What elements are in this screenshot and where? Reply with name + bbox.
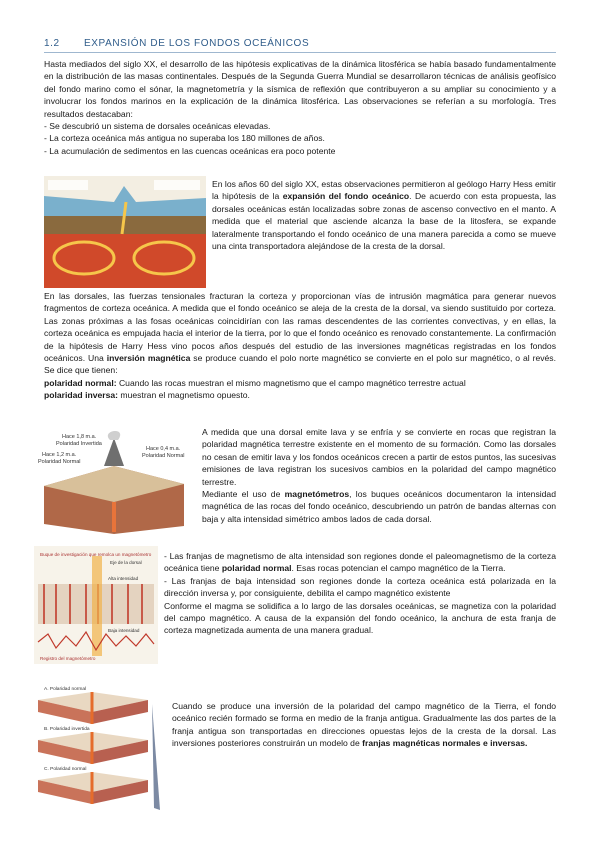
polaridad-normal-definition: polaridad normal: Cuando las rocas muestran el mismo magnetismo que el campo magnético terrestre actual xyxy=(44,377,466,388)
fig3-label-4: Baja intensidad xyxy=(108,628,140,633)
franjas-paragraph: Conforme el magma se solidifica a lo largo de las dorsales oceánicas, se magnetiza con la polaridad del campo magnético. A causa de la expansión del fondo oceánico, la anchura de esta franja de corteza magnetizada aumenta de una manera gradual. xyxy=(164,600,556,636)
franjas-highlight: franjas magnéticas normales e inversas. xyxy=(362,738,528,749)
section-number: 1.2 xyxy=(44,38,60,49)
fig4-label-c: C. Polaridad normal xyxy=(44,767,87,772)
bullet-corteza: - La corteza oceánica más antigua no superaba los 180 millones de años. xyxy=(44,133,325,144)
fig1-label-6: Polaridad Normal xyxy=(142,453,185,459)
inversion-highlight: inversión magnética xyxy=(106,353,191,364)
fig3-label-1: Buque de investigación que remolca un magnetómetro xyxy=(40,552,152,557)
fig1-label-1: Hace 1,8 m.a. xyxy=(62,434,97,440)
polaridad-normal-highlight: polaridad normal xyxy=(221,563,292,574)
fig3-label-5: Registro del magnetómetro xyxy=(40,656,96,661)
fig3-label-3: Alta intensidad xyxy=(108,576,139,581)
fig1-label-2: Polaridad Invertida xyxy=(56,441,102,447)
convection-diagram xyxy=(44,176,206,288)
hess-highlight: expansión del fondo oceánico xyxy=(282,191,410,202)
hess-paragraph: En los años 60 del siglo XX, estas observaciones permitieron al geólogo Harry Hess emitir la hipótesis de la expansión del fondo oceánico. De acuerdo con esta propuesta, las dorsales oceánicas están localizadas sobre zonas de ascenso convectivo en el manto. A medida que el material que asciende alcanza la base de la litosfera, se expande lateralmente transportando el fondo oceánico de una manera parecida a como se mueve una cinta transportadora alejándose de la cresta de la dorsal. xyxy=(212,179,557,252)
franjas-bullet-baja: - Las franjas de baja intensidad son regiones donde la corteza oceánica está polarizada en la dirección inversa y, por consiguiente, debilita el campo magnético existente xyxy=(164,575,556,599)
section-header xyxy=(44,38,556,53)
final-paragraph: Cuando se produce una inversión de la polaridad del campo magnético de la Tierra, el fondo oceánico recién formado se forma en medio de la franja antigua. Gradualmente las dos partes de la franja antigua son transportadas en direcciones opuestas lejos de la cresta de la dorsal. Las inversiones posteriores construirán un modelo de franjas magnéticas normales e inversas. xyxy=(172,701,556,749)
fig4-label-a: A. Polaridad normal xyxy=(44,687,87,692)
magnetometros-highlight: magnetómetros xyxy=(284,489,350,500)
section-title: EXPANSIÓN DE LOS FONDOS OCEÁNICOS xyxy=(84,38,310,49)
fig1-label-5: Hace 0,4 m.a. xyxy=(146,446,181,452)
polarity-block-diagram xyxy=(34,426,194,534)
final-block xyxy=(172,700,556,750)
dorsales-paragraph: En las dorsales, las fuerzas tensionales fracturan la corteza y proporcionan vías de intrusión magmática para generar nuevos fragmentos de corteza oceánica. A medida que el fondo oceánico se aleja de la cresta de la dorsal, va siendo sustituido por corteza. Las zonas próximas a las fosas oceánicas coincidirían con las ramas descendentes de las corrientes convectivas, y en ellas, la corteza oceánica es empujada hacia el interior de la tierra, por lo que el fondo oceánico es renovado constantemente. La confirmación de la hipótesis de Harry Hess vino pocos años después del estudio de las inversiones magnéticas registradas en los fondos oceánicos. Una inversión magnética se produce cuando el polo norte magnético se convierte en el polo sur magnético, o al revés. Se dice que tienen: xyxy=(44,291,556,376)
intro-block xyxy=(44,58,556,157)
polarity-stages-diagram xyxy=(32,684,164,816)
magnetometer-diagram xyxy=(34,546,158,664)
lava-paragraph: A medida que una dorsal emite lava y se enfría y se convierte en rocas que registran la polaridad magnética terrestre existente en el momento de su formación. Como las dorsales no cesan de emitir lava y los fondos oceánicos crecen a partir de estos puntos, las sucesivas emisiones de lava registran los sucesivos cambios en la polaridad del campo magnético terrestre. xyxy=(202,427,556,487)
polaridad-inversa-definition: polaridad inversa: muestran el magnetismo opuesto. xyxy=(44,390,250,401)
bullet-dorsales: - Se descubrió un sistema de dorsales oceánicas elevadas. xyxy=(44,121,271,132)
franjas-block xyxy=(164,550,556,637)
fig3-label-2: Eje de la dorsal xyxy=(110,560,142,565)
fig1-label-4: Polaridad Normal xyxy=(38,459,81,465)
dorsales-block xyxy=(44,290,556,402)
lava-block xyxy=(202,426,556,525)
fig1-label-3: Hace 1,2 m.a. xyxy=(42,452,77,458)
bullet-sedimentos: - La acumulación de sedimentos en las cuencas oceánicas era poco potente xyxy=(44,145,336,156)
magnetometros-paragraph: Mediante el uso de magnetómetros, los buques oceánicos documentaron la intensidad magnética de las rocas del fondo oceánico, descubriendo un patrón de bandas alternas con baja y alta intensidad simétrico ambos lados de cada dorsal. xyxy=(202,489,556,524)
fig4-label-b: B. Polaridad invertida xyxy=(44,727,90,732)
franjas-bullet-alta: - Las franjas de magnetismo de alta intensidad son regiones donde el paleomagnetismo de la corteza oceánica tiene polaridad normal. Esas rocas potencian el campo magnético de la Tierra. xyxy=(164,551,556,574)
hess-block xyxy=(212,178,556,252)
intro-paragraph: Hasta mediados del siglo XX, el desarrollo de las hipótesis explicativas de la dinámica litosférica se había basado fundamentalmente en la distribución de las masas continentales. Después de la Segunda Guerra Mundial se desarrollaron técnicas de análisis geofísico del fondo marino como el sónar, la magnetometría y la sísmica de reflexión que contribuyeron a su ampliar su conocimiento y a involucrar los fondos marinos en la explicación de la dinámica litosférica. Las observaciones se referían a su morfología. Tres resultados destacaban: xyxy=(44,59,556,119)
